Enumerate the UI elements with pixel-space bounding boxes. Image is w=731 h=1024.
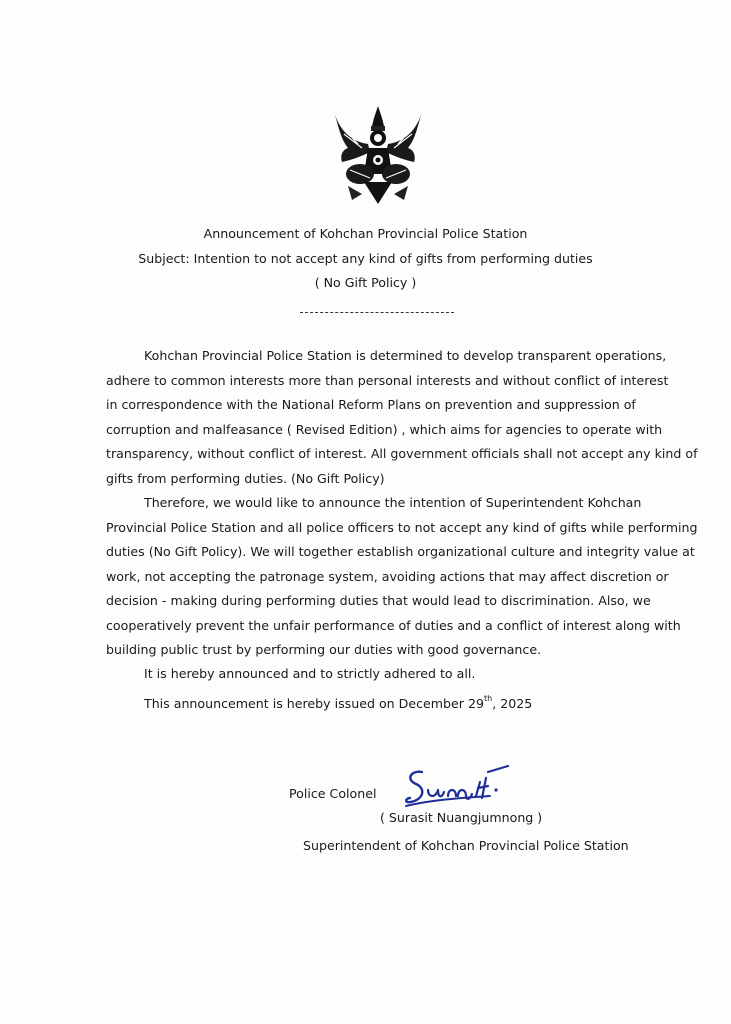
paragraph-1	[106, 344, 698, 491]
text-line: gifts from performing duties. (No Gift Policy)	[106, 470, 385, 486]
policy-label: ( No Gift Policy )	[314, 275, 417, 290]
text-line: cooperatively prevent the unfair performance of duties and a conflict of interest along with	[106, 617, 681, 633]
paragraph-2	[106, 491, 698, 663]
issue-date-ordinal: th	[483, 693, 493, 703]
issue-date	[106, 687, 626, 712]
handwritten-signature	[400, 762, 510, 810]
text-line: building public trust by performing our duties with good governance.	[106, 642, 542, 657]
text-line: decision - making during performing duties that would lead to discrimination. Also, we	[106, 593, 651, 608]
issue-date-suffix: , 2025	[492, 695, 533, 711]
closing-statement: It is hereby announced and to strictly adhered to all.	[144, 666, 476, 681]
signatory-name: ( Surasit Nuangjumnong )	[380, 810, 543, 825]
signatory-title: Superintendent of Kohchan Provincial Police Station	[303, 838, 629, 853]
text-line: Kohchan Provincial Police Station is determined to develop transparent operations,	[144, 348, 667, 363]
text-line: adhere to common interests more than personal interests and without conflict of interest	[106, 372, 669, 388]
document-title: Announcement of Kohchan Provincial Police Station	[203, 226, 528, 241]
text-line: transparency, without conflict of interest. All government officials shall not accept any kind of	[106, 446, 698, 461]
text-line: Provincial Police Station and all police officers to not accept any kind of gifts while performing	[106, 519, 698, 535]
garuda-emblem-icon	[328, 104, 428, 210]
document-subject: Subject: Intention to not accept any kind of gifts from performing duties	[138, 251, 593, 266]
signatory-rank: Police Colonel	[289, 786, 377, 801]
text-line: duties (No Gift Policy). We will together establish organizational culture and integrity value at	[106, 544, 695, 559]
text-line: corruption and malfeasance ( Revised Edition) , which aims for agencies to operate with	[106, 421, 663, 437]
closing-block	[106, 662, 626, 711]
issue-date-prefix: This announcement is hereby issued on December 29	[144, 695, 484, 711]
text-line: in correspondence with the National Reform Plans on prevention and suppression of	[106, 397, 636, 412]
text-line: Therefore, we would like to announce the intention of Superintendent Kohchan	[144, 495, 642, 510]
header-divider	[300, 312, 454, 313]
text-line: work, not accepting the patronage system, avoiding actions that may affect discretion or	[106, 568, 669, 584]
